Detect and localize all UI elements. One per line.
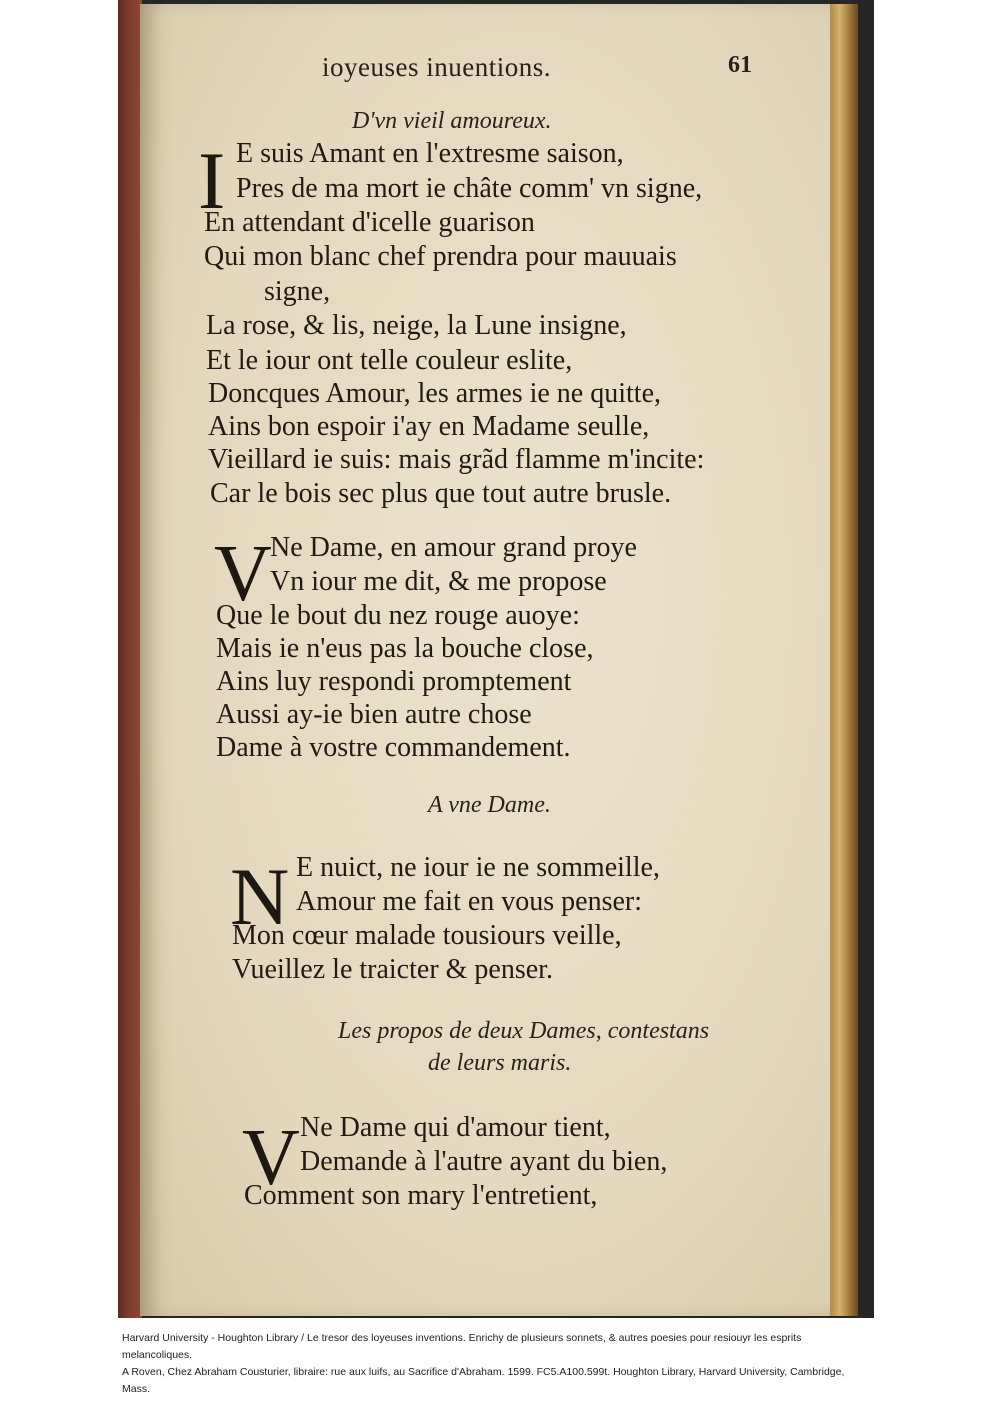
verse-line: Doncques Amour, les armes ie ne quitte, <box>208 378 661 409</box>
verse-line: Que le bout du nez rouge auoye: <box>216 600 580 631</box>
verse-line: Ne Dame qui d'amour tient, <box>300 1112 611 1143</box>
caption-source: Harvard University - Houghton Library / Le tresor des loyeuses inventions. Enrichy de plusieurs sonnets, & autres poesies pour resiouyr les esprits melancoliques. <box>122 1332 802 1361</box>
verse-line: Demande à l'autre ayant du bien, <box>300 1146 668 1177</box>
poem-title: Les propos de deux Dames, contestans <box>338 1018 710 1044</box>
verse-line: Vieillard ie suis: mais grãd flamme m'incite: <box>208 444 705 475</box>
scanned-page-image <box>118 0 874 1318</box>
drop-cap: N <box>230 851 290 942</box>
verse-line: Qui mon blanc chef prendra pour mauuais <box>204 241 677 272</box>
verse-line: Car le bois sec plus que tout autre brusle. <box>210 478 672 509</box>
verse-line: Aussi ay-ie bien autre chose <box>216 699 532 730</box>
drop-cap: V <box>242 1114 300 1202</box>
gilt-page-edge <box>830 4 858 1316</box>
page-header <box>140 52 830 92</box>
verse-line: La rose, & lis, neige, la Lune insigne, <box>206 310 627 341</box>
caption-imprint: A Roven, Chez Abraham Cousturier, libraire: rue aux luifs, au Sacrifice d'Abraham. 1599. FC5.A100.599t. Houghton Library, Harvard University, Cambridge, Mass. <box>122 1366 845 1395</box>
drop-cap: V <box>214 530 272 618</box>
book-binding-edge <box>118 0 142 1318</box>
verse-line: Ne Dame, en amour grand proye <box>270 532 637 563</box>
verse-line: Dame à vostre commandement. <box>216 732 571 763</box>
book-page <box>140 4 830 1316</box>
verse-line: Pres de ma mort ie châte comm' vn signe, <box>236 173 703 204</box>
running-head: ioyeuses inuentions. <box>322 52 551 82</box>
verse-line: Et le iour ont telle couleur eslite, <box>206 345 573 376</box>
verse-line: Amour me fait en vous penser: <box>296 886 643 917</box>
page-number: 61 <box>728 52 752 78</box>
verse-line: E suis Amant en l'extresme saison, <box>236 138 624 169</box>
poem-title-continued: de leurs maris. <box>428 1050 572 1076</box>
verse-line: En attendant d'icelle guarison <box>204 207 535 238</box>
verse-line: Mon cœur malade tousiours veille, <box>232 920 622 951</box>
verse-line: Mais ie n'eus pas la bouche close, <box>216 633 594 664</box>
verse-line: signe, <box>264 276 331 307</box>
verse-line: Ains bon espoir i'ay en Madame seulle, <box>208 411 650 442</box>
verse-line: Vueillez le traicter & penser. <box>232 954 553 985</box>
poem-title: D'vn vieil amoureux. <box>352 108 552 134</box>
drop-cap: I <box>198 135 226 226</box>
poem-title: A vne Dame. <box>428 792 551 818</box>
verse-line: Ains luy respondi promptement <box>216 666 572 697</box>
verse-line: Comment son mary l'entretient, <box>244 1180 598 1211</box>
verse-line: E nuict, ne iour ie ne sommeille, <box>296 852 660 883</box>
verse-line: Vn iour me dit, & me propose <box>270 566 607 597</box>
image-caption <box>122 1330 874 1398</box>
